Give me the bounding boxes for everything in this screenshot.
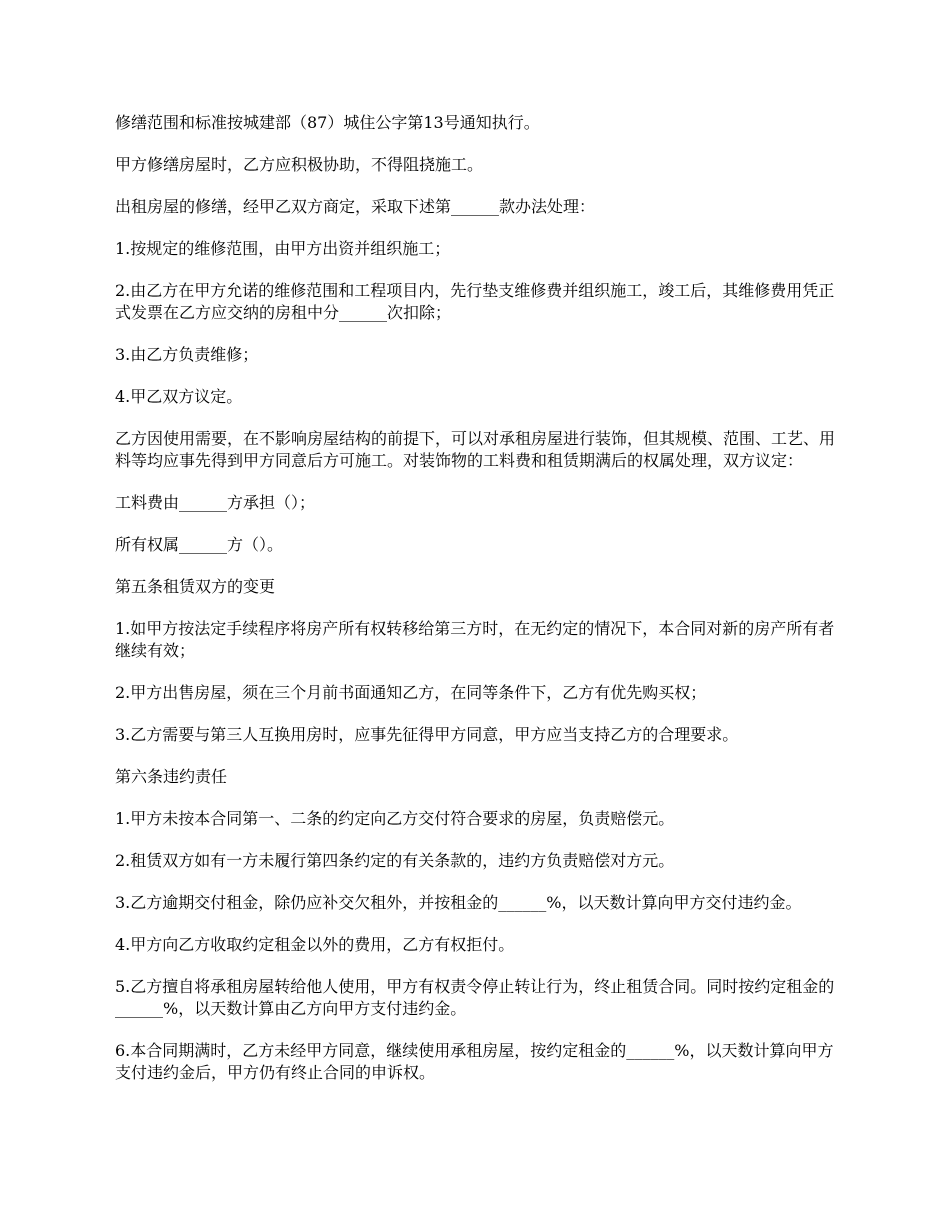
list-item: 3.乙方逾期交付租金，除仍应补交欠租外，并按租金的______%，以天数计算向甲方交付违约金。 [115, 893, 802, 912]
paragraph: 工料费由______方承担（）； [115, 493, 316, 512]
paragraph: 所有权属______方（）。 [115, 535, 284, 554]
paragraph: 甲方修缮房屋时，乙方应积极协助，不得阻挠施工。 [115, 155, 484, 174]
list-item: 5.乙方擅自将承租房屋转给他人使用，甲方有权责令停止转让行为，终止租赁合同。同时按约定租金的______%，以天数计算由乙方向甲方支付违约金。 [115, 977, 835, 1018]
list-item: 6.本合同期满时，乙方未经甲方同意，继续使用承租房屋，按约定租金的______%，以天数计算向甲方支付违约金后，甲方仍有终止合同的申诉权。 [115, 1041, 834, 1082]
list-item: 1.按规定的维修范围，由甲方出资并组织施工； [115, 239, 451, 258]
list-item: 1.甲方未按本合同第一、二条的约定向乙方交付符合要求的房屋，负责赔偿元。 [115, 809, 675, 828]
section-heading: 第五条租赁双方的变更 [115, 577, 276, 596]
section-heading: 第六条违约责任 [115, 767, 228, 786]
document-body [115, 112, 840, 1104]
list-item: 2.租赁双方如有一方未履行第四条约定的有关条款的，违约方负责赔偿对方元。 [115, 851, 675, 870]
list-item: 4.甲乙双方议定。 [115, 387, 243, 406]
list-item: 3.乙方需要与第三人互换用房时，应事先征得甲方同意，甲方应当支持乙方的合理要求。 [115, 725, 739, 744]
list-item: 2.甲方出售房屋，须在三个月前书面通知乙方，在同等条件下，乙方有优先购买权； [115, 683, 707, 702]
paragraph: 乙方因使用需要，在不影响房屋结构的前提下，可以对承租房屋进行装饰，但其规模、范围、工艺、用料等均应事先得到甲方同意后方可施工。对装饰物的工料费和租赁期满后的权属处理，双方议定： [115, 429, 836, 470]
list-item: 3.由乙方负责维修； [115, 345, 259, 364]
paragraph: 出租房屋的修缮，经甲乙双方商定，采取下述第______款办法处理： [115, 197, 596, 216]
paragraph: 修缮范围和标准按城建部（87）城住公字第13号通知执行。 [115, 113, 540, 132]
list-item: 4.甲方向乙方收取约定租金以外的费用，乙方有权拒付。 [115, 935, 515, 954]
list-item: 2.由乙方在甲方允诺的维修范围和工程项目内，先行垫支维修费并组织施工，竣工后，其维修费用凭正式发票在乙方应交纳的房租中分______次扣除； [115, 281, 835, 322]
list-item: 1.如甲方按法定手续程序将房产所有权转移给第三方时，在无约定的情况下，本合同对新的房产所有者继续有效； [115, 619, 835, 660]
